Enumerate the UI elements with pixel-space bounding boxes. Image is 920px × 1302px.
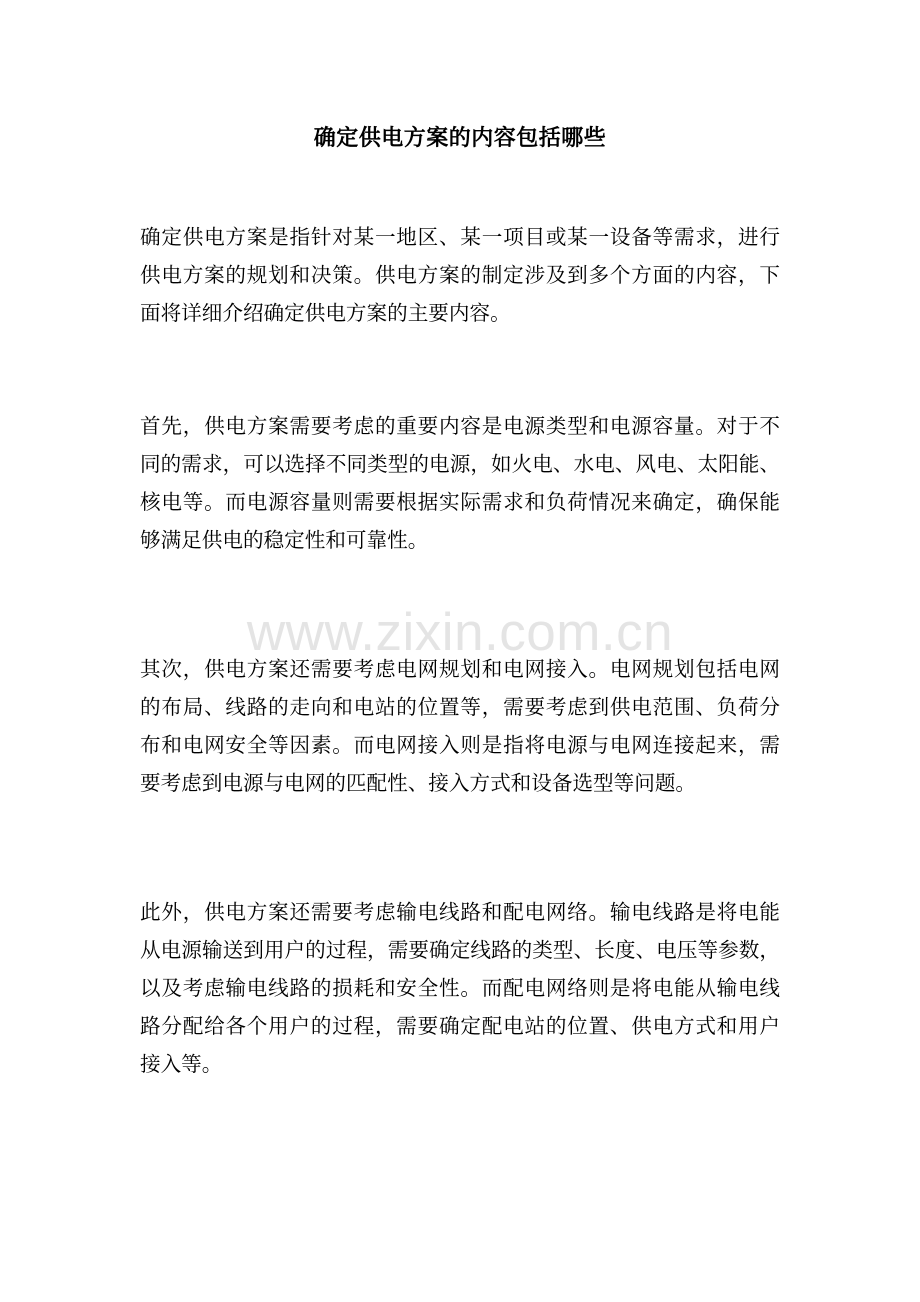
paragraph-line: 接入等。	[140, 1052, 223, 1076]
paragraph-power-source	[140, 407, 780, 559]
paragraph-line: 同的需求，可以选择不同类型的电源，如火电、水电、风电、太阳能、	[140, 452, 780, 476]
paragraph-line: 面将详细介绍确定供电方案的主要内容。	[140, 301, 511, 325]
paragraph-line: 的布局、线路的走向和电站的位置等，需要考虑到供电范围、负荷分	[140, 695, 780, 719]
paragraph-line: 供电方案的规划和决策。供电方案的制定涉及到多个方面的内容，下	[140, 263, 780, 287]
paragraph-line: 以及考虑输电线路的损耗和安全性。而配电网络则是将电能从输电线	[140, 976, 780, 1000]
watermark: www.zixin.com.cn	[246, 603, 674, 662]
paragraph-transmission	[140, 893, 780, 1083]
paragraph-grid-planning	[140, 650, 780, 802]
paragraph-line: 要考虑到电源与电网的匹配性、接入方式和设备选型等问题。	[140, 771, 697, 795]
paragraph-line: 核电等。而电源容量则需要根据实际需求和负荷情况来确定，确保能	[140, 490, 780, 514]
paragraph-line: 此外，供电方案还需要考虑输电线路和配电网络。输电线路是将电能	[140, 900, 780, 924]
paragraph-line: 从电源输送到用户的过程，需要确定线路的类型、长度、电压等参数，	[140, 938, 780, 962]
paragraph-line: 首先，供电方案需要考虑的重要内容是电源类型和电源容量。对于不	[140, 414, 780, 438]
paragraph-line: 布和电网安全等因素。而电网接入则是指将电源与电网连接起来，需	[140, 733, 780, 757]
paragraph-line: 确定供电方案是指针对某一地区、某一项目或某一设备等需求，进行	[140, 225, 780, 249]
paragraph-line: 其次，供电方案还需要考虑电网规划和电网接入。电网规划包括电网	[140, 657, 780, 681]
document-title: 确定供电方案的内容包括哪些	[313, 125, 607, 151]
paragraph-intro	[140, 218, 780, 332]
paragraph-line: 够满足供电的稳定性和可靠性。	[140, 528, 429, 552]
paragraph-line: 路分配给各个用户的过程，需要确定配电站的位置、供电方式和用户	[140, 1014, 780, 1038]
